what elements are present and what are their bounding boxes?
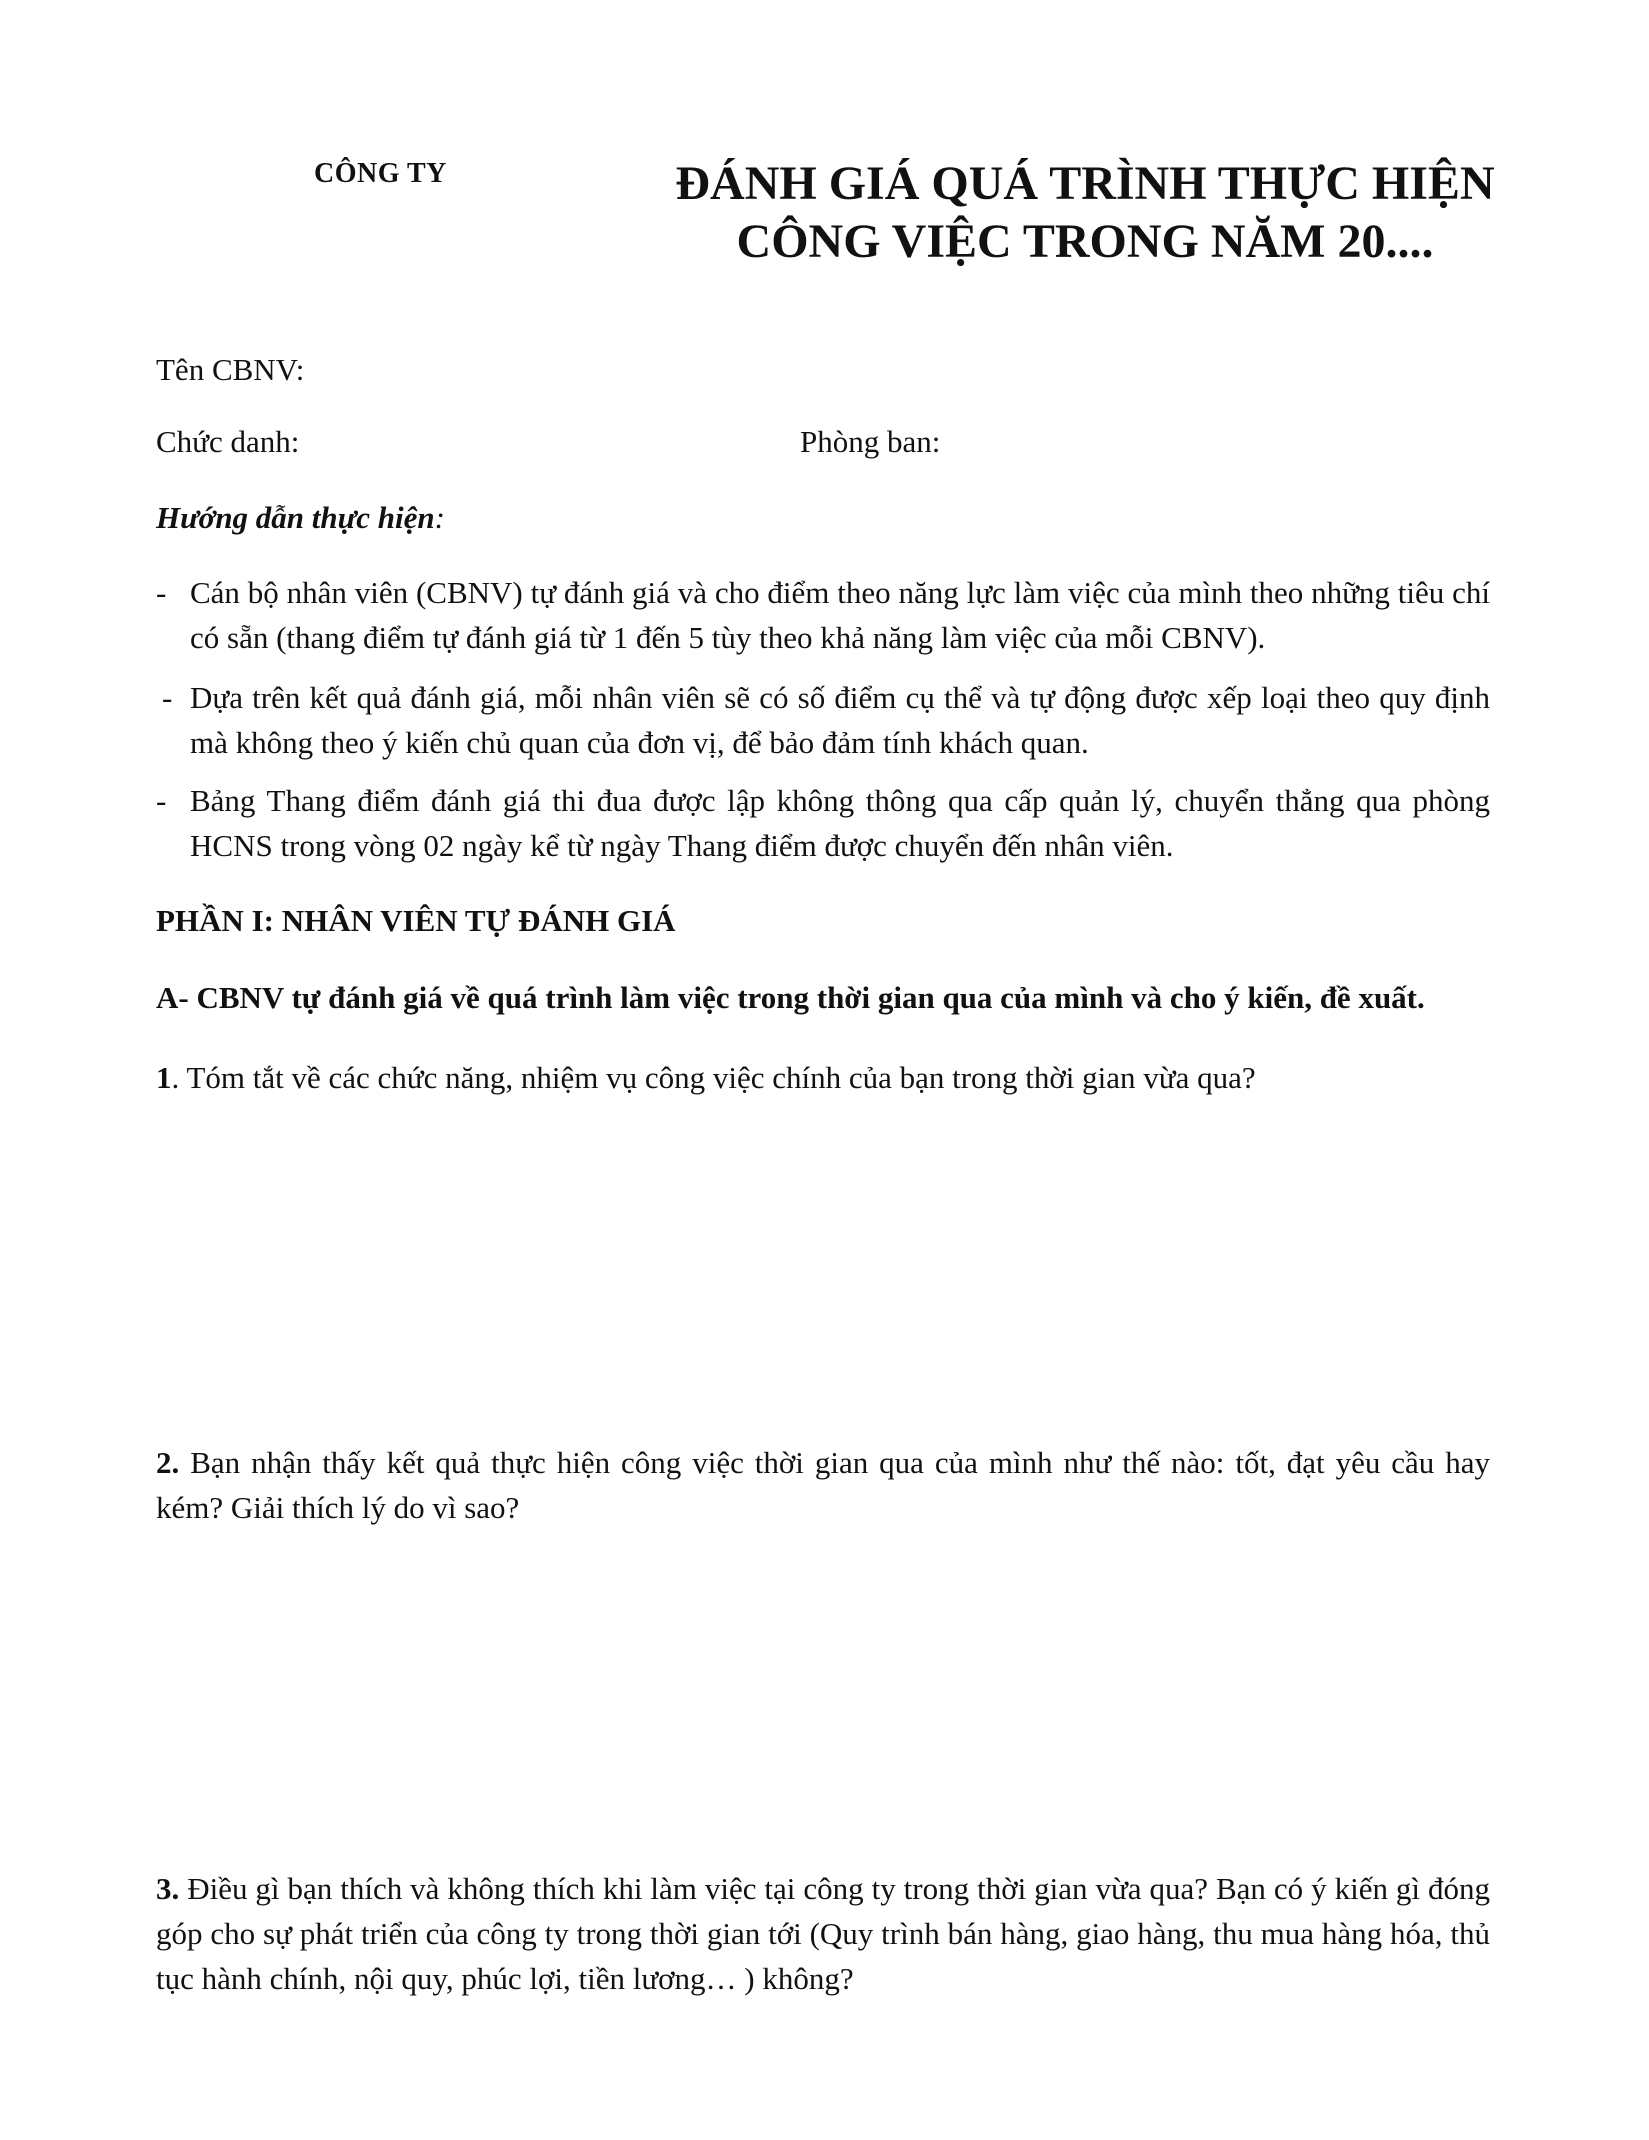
guide-item <box>156 778 1490 868</box>
question-text: . Tóm tắt về các chức năng, nhiệm vụ công việc chính của bạn trong thời gian vừa qua? <box>171 1060 1256 1095</box>
guide-item-text: Cán bộ nhân viên (CBNV) tự đánh giá và cho điểm theo năng lực làm việc của mình theo những tiêu chí có sẵn (thang điểm tự đánh giá từ 1 đến 5 tùy theo khả năng làm việc của mỗi CBNV). <box>190 575 1490 655</box>
question-number: 2. <box>156 1445 180 1480</box>
guide-item-text: Dựa trên kết quả đánh giá, mỗi nhân viên sẽ có số điểm cụ thể và tự động được xếp loại theo quy định mà không theo ý kiến chủ quan của đơn vị, để bảo đảm tính khách quan. <box>190 680 1490 760</box>
document-title <box>640 155 1530 271</box>
question-2 <box>156 1440 1490 1530</box>
question-1 <box>156 1055 1490 1100</box>
company-name: CÔNG TY <box>314 158 447 189</box>
guide-item <box>156 675 1490 765</box>
section-a-heading: A- CBNV tự đánh giá về quá trình làm việc trong thời gian qua của mình và cho ý kiến, đề xuất. <box>156 980 1425 1015</box>
question-number: 3. <box>156 1871 180 1906</box>
bullet-dash: - <box>156 575 167 610</box>
guide-heading-text: Hướng dẫn thực hiện <box>156 500 435 535</box>
position-label: Chức danh: <box>156 424 300 459</box>
bullet-dash: - <box>156 783 167 818</box>
question-text: Điều gì bạn thích và không thích khi làm việc tại công ty trong thời gian vừa qua? Bạn có ý kiến gì đóng góp cho sự phát triển của công ty trong thời gian tới (Quy trình bán hàng, giao hàng, thu mua hàng hóa, thủ tục hành chính, nội quy, phúc lợi, tiền lương… ) không? <box>156 1871 1490 1996</box>
document-title-line-1: ĐÁNH GIÁ QUÁ TRÌNH THỰC HIỆN <box>675 157 1495 210</box>
guide-heading-colon: : <box>434 500 445 535</box>
bullet-dash: - <box>162 680 173 715</box>
document-title-line-2: CÔNG VIỆC TRONG NĂM 20.... <box>736 215 1434 268</box>
department-label: Phòng ban: <box>800 424 941 459</box>
guide-item-text: Bảng Thang điểm đánh giá thi đua được lập không thông qua cấp quản lý, chuyển thẳng qua phòng HCNS trong vòng 02 ngày kể từ ngày Thang điểm được chuyển đến nhân viên. <box>190 783 1490 863</box>
question-3 <box>156 1866 1490 2001</box>
guide-item <box>156 570 1490 660</box>
employee-name-label: Tên CBNV: <box>156 352 305 387</box>
question-text: Bạn nhận thấy kết quả thực hiện công việc thời gian qua của mình như thế nào: tốt, đạt yêu cầu hay kém? Giải thích lý do vì sao? <box>156 1445 1490 1525</box>
question-number: 1 <box>156 1060 172 1095</box>
part-1-heading: PHẦN I: NHÂN VIÊN TỰ ĐÁNH GIÁ <box>156 903 676 938</box>
guide-heading <box>156 500 445 536</box>
